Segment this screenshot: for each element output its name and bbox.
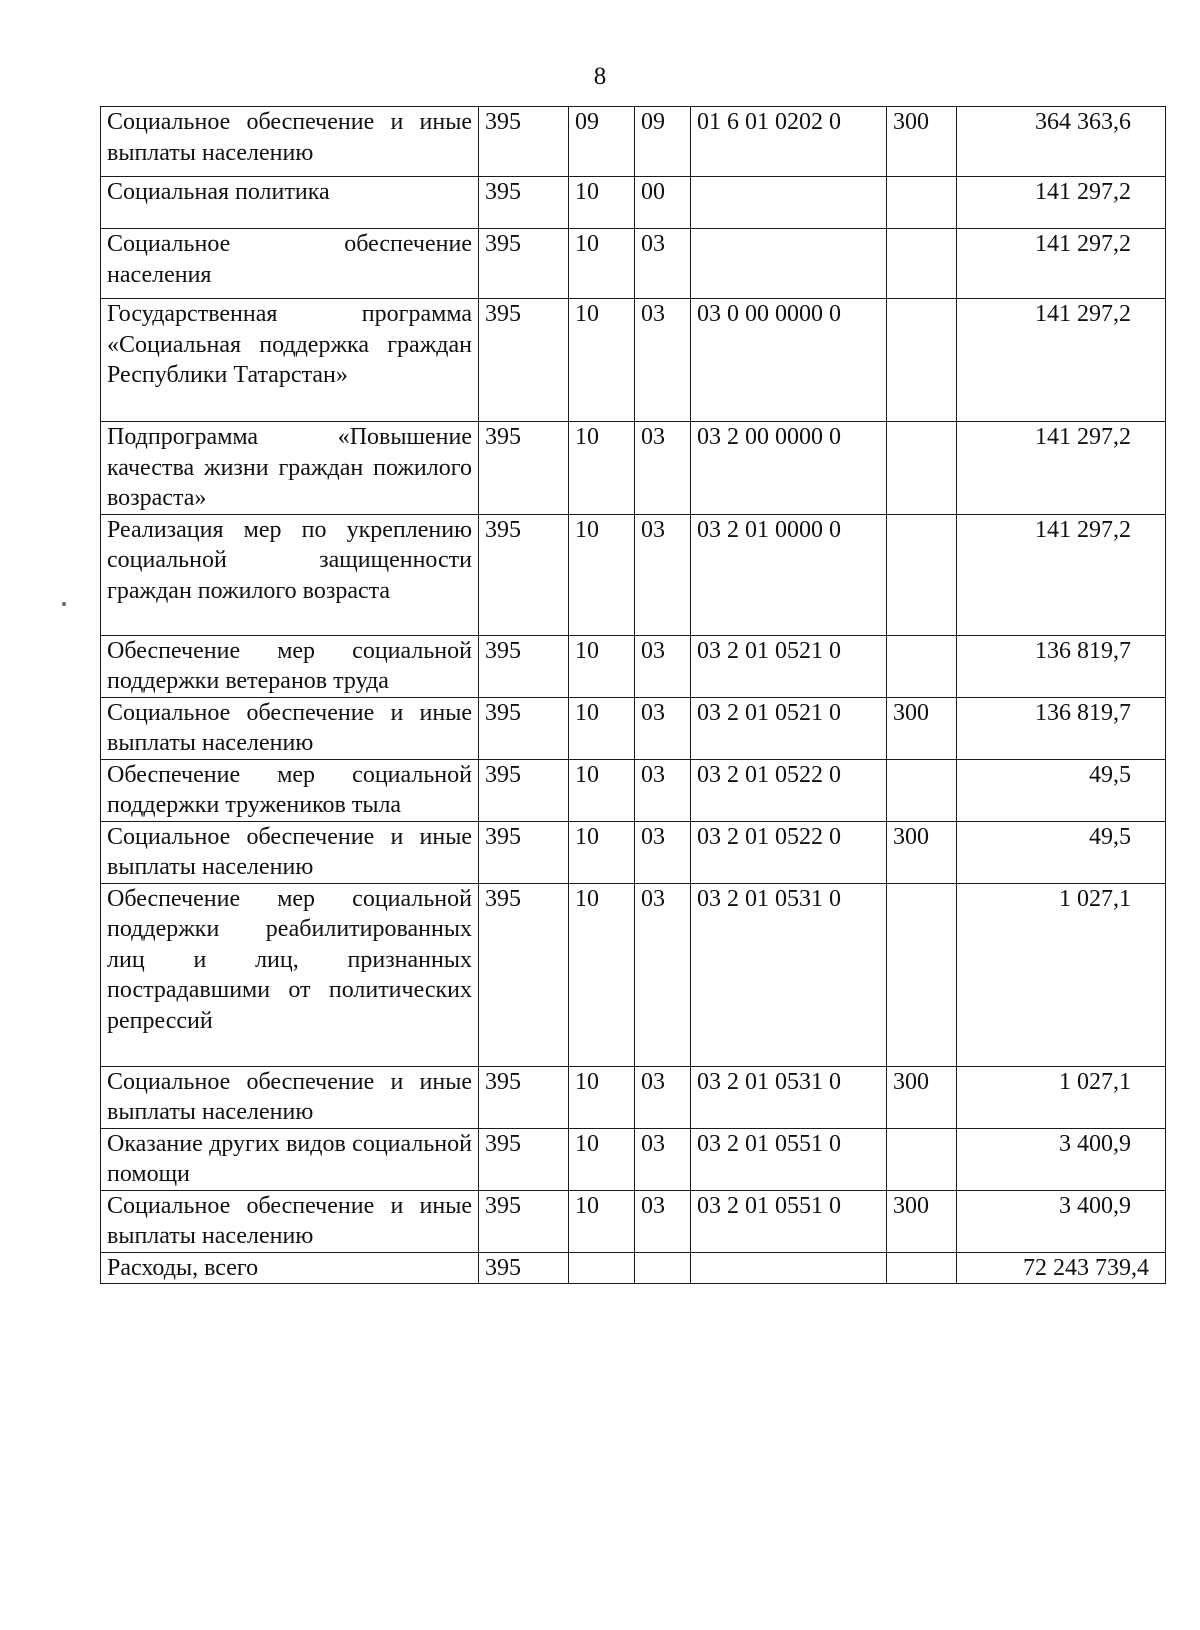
cell-name: Расходы, всего [101,1252,479,1284]
table-row [101,177,1166,229]
cell-amount: 3 400,9 [957,1128,1166,1190]
cell-target-article: 03 2 01 0521 0 [691,635,887,697]
cell-section: 10 [569,422,635,515]
cell-ved: 395 [479,1066,569,1128]
cell-subsection: 03 [635,514,691,635]
cell-subsection: 03 [635,229,691,299]
cell-expense-type [887,1128,957,1190]
cell-subsection: 03 [635,821,691,883]
budget-table [100,106,1166,1284]
cell-amount: 136 819,7 [957,635,1166,697]
table-row [101,821,1166,883]
cell-expense-type [887,883,957,1066]
cell-expense-type [887,635,957,697]
cell-name: Обеспечение мер социальной поддержки тружеников тыла [101,759,479,821]
table-row [101,1066,1166,1128]
table-row [101,107,1166,177]
cell-name: Социальное обеспечение и иные выплаты населению [101,1066,479,1128]
cell-name: Социальное обеспечение населения [101,229,479,299]
cell-target-article [691,1252,887,1284]
cell-expense-type: 300 [887,821,957,883]
cell-name: Социальное обеспечение и иные выплаты населению [101,107,479,177]
cell-name: Оказание других видов социальной помощи [101,1128,479,1190]
cell-name: Социальная политика [101,177,479,229]
cell-ved: 395 [479,883,569,1066]
cell-amount: 141 297,2 [957,514,1166,635]
cell-target-article: 03 2 00 0000 0 [691,422,887,515]
cell-amount: 3 400,9 [957,1190,1166,1252]
cell-amount: 136 819,7 [957,697,1166,759]
cell-ved: 395 [479,299,569,422]
cell-expense-type: 300 [887,1190,957,1252]
cell-ved: 395 [479,1190,569,1252]
cell-ved: 395 [479,514,569,635]
cell-target-article: 03 2 01 0521 0 [691,697,887,759]
cell-subsection: 03 [635,1128,691,1190]
cell-name: Социальное обеспечение и иные выплаты населению [101,821,479,883]
cell-section: 10 [569,1190,635,1252]
cell-target-article: 03 2 01 0531 0 [691,883,887,1066]
cell-target-article: 03 2 01 0531 0 [691,1066,887,1128]
cell-expense-type [887,1252,957,1284]
page-number: 8 [593,63,607,90]
table-row [101,299,1166,422]
cell-name: Социальное обеспечение и иные выплаты населению [101,697,479,759]
cell-target-article: 03 2 01 0522 0 [691,759,887,821]
cell-subsection [635,1252,691,1284]
cell-ved: 395 [479,422,569,515]
cell-expense-type [887,299,957,422]
table-row [101,759,1166,821]
cell-ved: 395 [479,177,569,229]
table-row [101,883,1166,1066]
cell-target-article: 01 6 01 0202 0 [691,107,887,177]
table-row [101,422,1166,515]
cell-section: 09 [569,107,635,177]
table-row [101,697,1166,759]
cell-amount: 364 363,6 [957,107,1166,177]
cell-amount: 49,5 [957,821,1166,883]
cell-expense-type: 300 [887,697,957,759]
cell-ved: 395 [479,107,569,177]
cell-subsection: 03 [635,1066,691,1128]
cell-amount: 141 297,2 [957,229,1166,299]
table-body [101,107,1166,1284]
cell-target-article: 03 2 01 0000 0 [691,514,887,635]
cell-subsection: 03 [635,299,691,422]
cell-section: 10 [569,299,635,422]
table-row [101,514,1166,635]
cell-amount: 49,5 [957,759,1166,821]
cell-name: Обеспечение мер социальной поддержки ветеранов труда [101,635,479,697]
cell-ved: 395 [479,229,569,299]
cell-expense-type [887,422,957,515]
cell-amount: 141 297,2 [957,177,1166,229]
cell-target-article [691,177,887,229]
cell-amount: 1 027,1 [957,1066,1166,1128]
cell-amount: 1 027,1 [957,883,1166,1066]
cell-ved: 395 [479,821,569,883]
cell-section: 10 [569,759,635,821]
table-row [101,1128,1166,1190]
cell-amount: 141 297,2 [957,299,1166,422]
cell-name: Государственная программа «Социальная поддержка граждан Республики Татарстан» [101,299,479,422]
cell-ved: 395 [479,1128,569,1190]
cell-expense-type: 300 [887,1066,957,1128]
cell-subsection: 03 [635,422,691,515]
cell-expense-type: 300 [887,107,957,177]
cell-subsection: 00 [635,177,691,229]
cell-target-article: 03 2 01 0522 0 [691,821,887,883]
table-total-row [101,1252,1166,1284]
cell-section: 10 [569,697,635,759]
cell-subsection: 09 [635,107,691,177]
cell-expense-type [887,759,957,821]
cell-section: 10 [569,1066,635,1128]
cell-section [569,1252,635,1284]
table-row [101,1190,1166,1252]
cell-section: 10 [569,821,635,883]
cell-subsection: 03 [635,635,691,697]
cell-name: Обеспечение мер социальной поддержки реабилитированных лиц и лиц, признанных пострадавшими от политических репрессий [101,883,479,1066]
cell-name: Социальное обеспечение и иные выплаты населению [101,1190,479,1252]
cell-name: Реализация мер по укреплению социальной защищенности граждан пожилого возраста [101,514,479,635]
scan-speck [62,602,66,606]
table-row [101,635,1166,697]
cell-section: 10 [569,514,635,635]
cell-section: 10 [569,229,635,299]
cell-subsection: 03 [635,697,691,759]
cell-amount: 72 243 739,4 [957,1252,1166,1284]
cell-target-article: 03 2 01 0551 0 [691,1128,887,1190]
cell-section: 10 [569,883,635,1066]
cell-subsection: 03 [635,883,691,1066]
cell-section: 10 [569,635,635,697]
cell-section: 10 [569,1128,635,1190]
cell-subsection: 03 [635,1190,691,1252]
cell-target-article: 03 2 01 0551 0 [691,1190,887,1252]
cell-ved: 395 [479,697,569,759]
table-row [101,229,1166,299]
cell-expense-type [887,514,957,635]
cell-target-article [691,229,887,299]
cell-name: Подпрограмма «Повышение качества жизни граждан пожилого возраста» [101,422,479,515]
cell-subsection: 03 [635,759,691,821]
cell-expense-type [887,177,957,229]
cell-target-article: 03 0 00 0000 0 [691,299,887,422]
cell-ved: 395 [479,759,569,821]
cell-section: 10 [569,177,635,229]
cell-ved: 395 [479,1252,569,1284]
cell-amount: 141 297,2 [957,422,1166,515]
cell-expense-type [887,229,957,299]
cell-ved: 395 [479,635,569,697]
